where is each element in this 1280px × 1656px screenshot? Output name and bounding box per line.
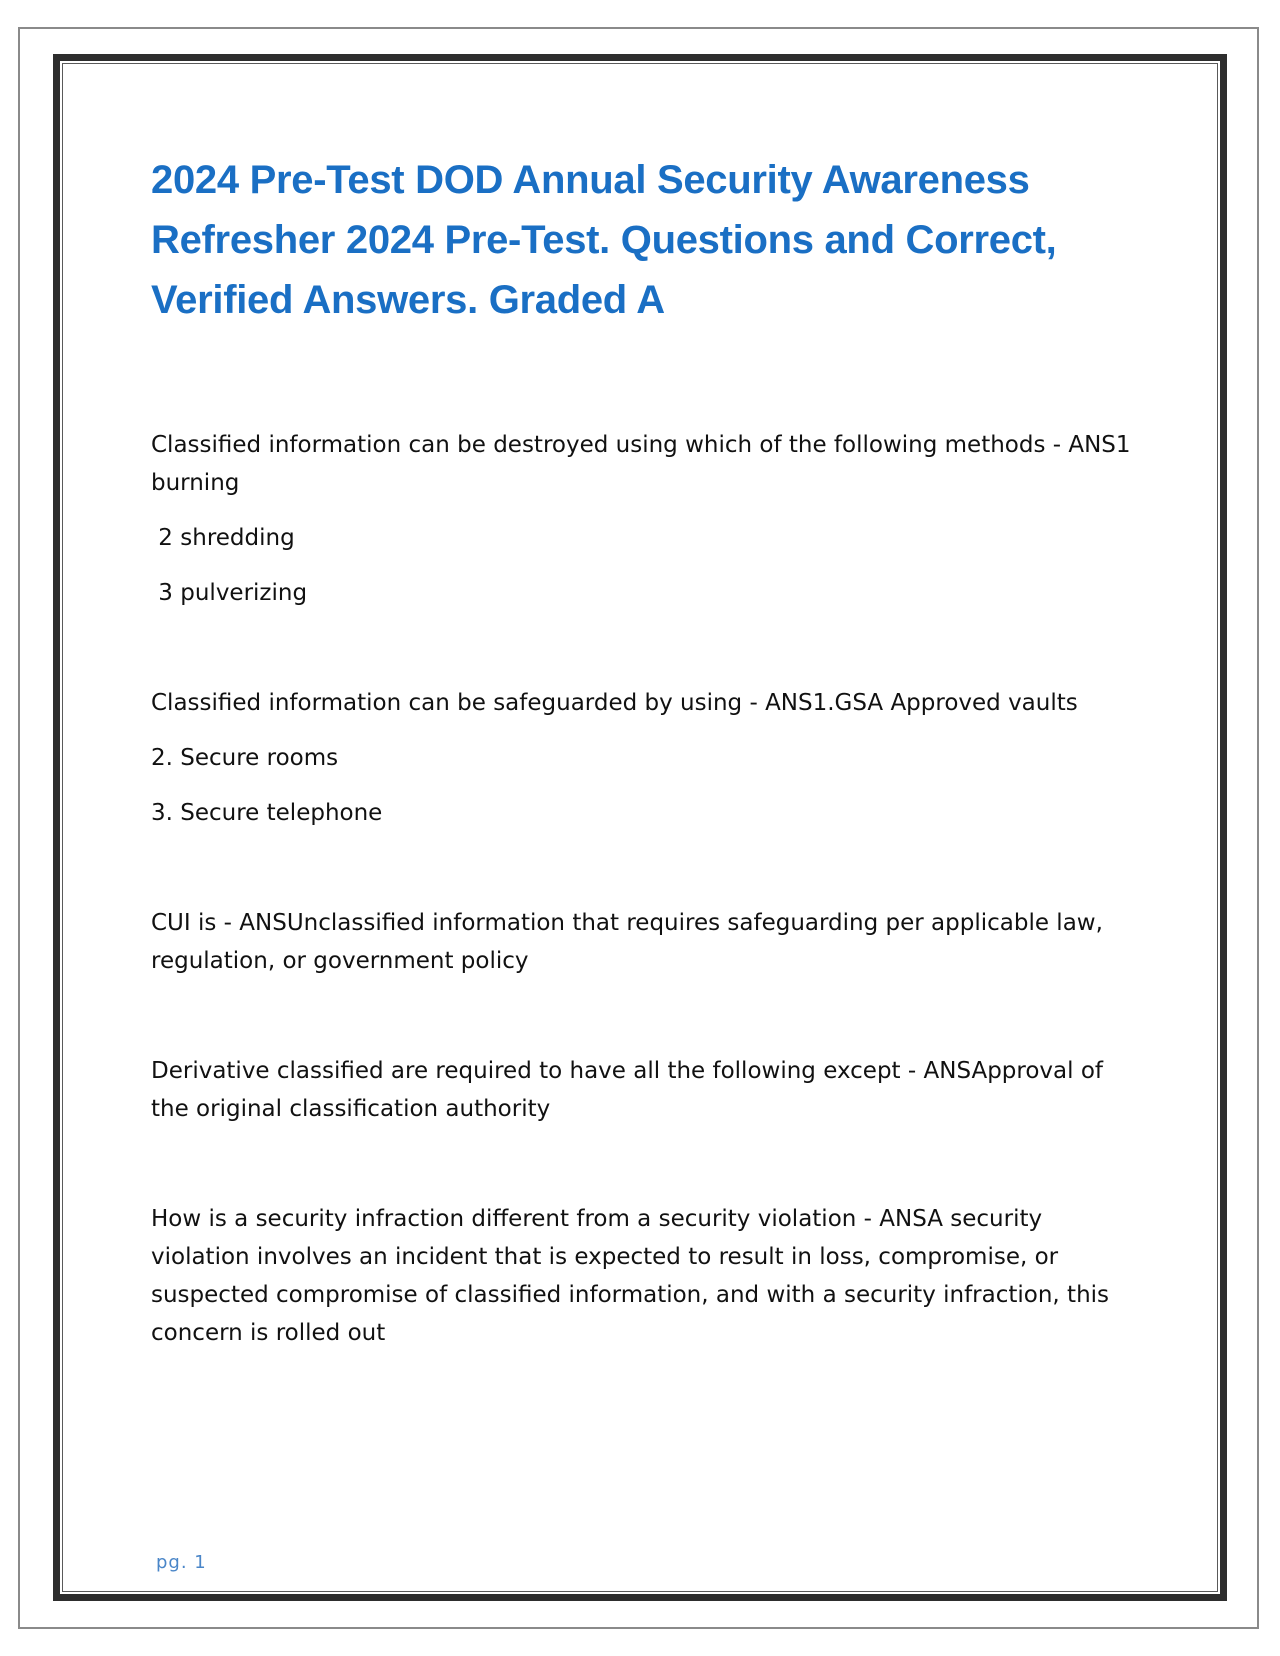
- qa-item-infraction-vs-violation: [151, 1200, 1141, 1352]
- qa-item-destroy-methods: [151, 426, 1141, 612]
- page-number: pg. 1: [156, 1552, 207, 1573]
- question-text: Classified information can be destroyed using which of the following methods - ANS1 burning: [151, 432, 1131, 496]
- question-text: How is a security infraction different from a security violation - ANSA security violation involves an incident that is expected to result in loss, compromise, or suspected compromise of classified information, and with a security infraction, this concern is rolled out: [151, 1206, 1110, 1346]
- question-text: CUI is - ANSUnclassified information that requires safeguarding per applicable law, regulation, or government policy: [151, 910, 1103, 974]
- answer-line: 3. Secure telephone: [151, 800, 383, 826]
- document-content: [151, 150, 1141, 1352]
- answer-line: 2 shredding: [151, 525, 295, 551]
- qa-item-cui: [151, 904, 1141, 980]
- question-text: Classified information can be safeguarded by using - ANS1.GSA Approved vaults: [151, 690, 1078, 716]
- answer-line: 2. Secure rooms: [151, 745, 339, 771]
- qa-item-safeguard-methods: [151, 684, 1141, 832]
- document-title: 2024 Pre-Test DOD Annual Security Awareness Refresher 2024 Pre-Test. Questions and Correct, Verified Answers. Graded A: [151, 158, 1057, 322]
- qa-item-derivative-classifiers: [151, 1052, 1141, 1128]
- answer-line: 3 pulverizing: [151, 580, 308, 606]
- question-text: Derivative classified are required to have all the following except - ANSApproval of the original classification authority: [151, 1058, 1103, 1122]
